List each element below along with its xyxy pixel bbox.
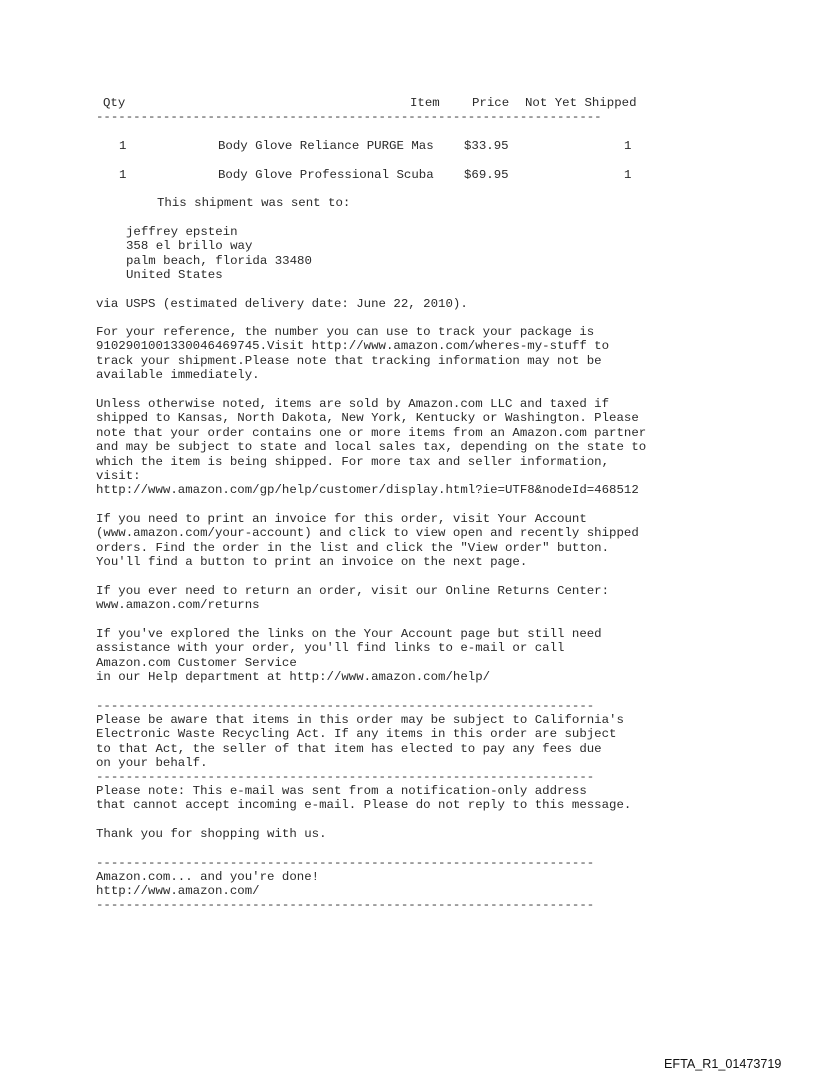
address-line: 358 el brillo way — [126, 239, 253, 254]
paragraph-line: If you've explored the links on the Your Account page but still need — [96, 627, 602, 641]
paragraph-line: shipped to Kansas, North Dakota, New York, Kentucky or Washington. Please — [96, 411, 639, 426]
divider: ------------------------------------------------------------------- — [96, 898, 595, 912]
returns-paragraph — [96, 584, 609, 613]
shipment-sent-to-label: This shipment was sent to: — [157, 196, 351, 210]
header-qty: Qty — [103, 96, 126, 110]
signoff-link: http://www.amazon.com/ — [96, 884, 260, 899]
divider: ------------------------------------------------------------------- — [96, 856, 595, 870]
table-rule: -------------------------------------------------------------------- — [96, 110, 602, 124]
paragraph-line: in our Help department at http://www.amazon.com/help/ — [96, 670, 491, 685]
paragraph-line: assistance with your order, you'll find links to e-mail or call — [96, 641, 565, 656]
row-2-item: Body Glove Professional Scuba — [218, 168, 434, 182]
paragraph-line: and may be subject to state and local sales tax, depending on the state to — [96, 440, 647, 455]
address-line: United States — [126, 268, 223, 283]
row-1-qty: 1 — [119, 139, 127, 153]
paragraph-line: that cannot accept incoming e-mail. Please do not reply to this message. — [96, 798, 632, 813]
thank-you-line: Thank you for shopping with us. — [96, 827, 327, 841]
paragraph-line: (www.amazon.com/your-account) and click to view open and recently shipped — [96, 526, 639, 541]
address-line: jeffrey epstein — [126, 225, 238, 239]
paragraph-line: to that Act, the seller of that item has elected to pay any fees due — [96, 741, 602, 756]
california-paragraph — [96, 713, 624, 771]
paragraph-line: For your reference, the number you can use to track your package is — [96, 325, 595, 339]
document-id: EFTA_R1_01473719 — [664, 1057, 782, 1071]
divider: ------------------------------------------------------------------- — [96, 699, 595, 713]
divider: ------------------------------------------------------------------- — [96, 770, 595, 784]
row-2-not-yet-shipped: 1 — [624, 168, 632, 182]
no-reply-note — [96, 784, 631, 813]
paragraph-line: track your shipment.Please note that tracking information may not be — [96, 353, 602, 368]
row-1-not-yet-shipped: 1 — [624, 139, 632, 153]
row-2-price: $69.95 — [464, 168, 509, 182]
tax-info-link: http://www.amazon.com/gp/help/customer/display.html?ie=UTF8&nodeId=468512 — [96, 483, 639, 498]
paragraph-line: Please be aware that items in this order may be subject to California's — [96, 713, 624, 727]
header-price: Price — [472, 96, 510, 110]
paragraph-line: note that your order contains one or more items from an Amazon.com partner — [96, 425, 647, 440]
help-paragraph — [96, 627, 602, 685]
tracking-paragraph — [96, 325, 609, 383]
header-not-yet-shipped: Not Yet Shipped — [525, 96, 637, 110]
signoff-line: Amazon.com... and you're done! — [96, 870, 320, 884]
paragraph-line: Amazon.com Customer Service — [96, 655, 297, 670]
paragraph-line: If you ever need to return an order, visit our Online Returns Center: — [96, 584, 610, 598]
row-2-qty: 1 — [119, 168, 127, 182]
paragraph-line: visit: — [96, 469, 141, 484]
paragraph-line: 9102901001330046469745.Visit http://www.amazon.com/wheres-my-stuff to — [96, 339, 610, 354]
paragraph-line: Please note: This e-mail was sent from a notification-only address — [96, 784, 587, 798]
paragraph-line: which the item is being shipped. For more tax and seller information, — [96, 454, 610, 469]
paragraph-line: Unless otherwise noted, items are sold by Amazon.com LLC and taxed if — [96, 397, 610, 411]
paragraph-line: orders. Find the order in the list and click the "View order" button. — [96, 540, 610, 555]
invoice-paragraph — [96, 512, 639, 570]
shipping-method: via USPS (estimated delivery date: June 22, 2010). — [96, 297, 468, 311]
paragraph-line: Electronic Waste Recycling Act. If any items in this order are subject — [96, 727, 617, 742]
paragraph-line: available immediately. — [96, 368, 260, 383]
paragraph-line: You'll find a button to print an invoice on the next page. — [96, 555, 528, 570]
row-1-item: Body Glove Reliance PURGE Mas — [218, 139, 434, 153]
shipping-address — [126, 225, 312, 283]
row-1-price: $33.95 — [464, 139, 509, 153]
paragraph-line: If you need to print an invoice for this order, visit Your Account — [96, 512, 587, 526]
tax-paragraph — [96, 397, 646, 498]
paragraph-line: on your behalf. — [96, 756, 208, 771]
address-line: palm beach, florida 33480 — [126, 253, 312, 268]
returns-link: www.amazon.com/returns — [96, 598, 260, 613]
header-item: Item — [410, 96, 440, 110]
signoff — [96, 870, 319, 899]
